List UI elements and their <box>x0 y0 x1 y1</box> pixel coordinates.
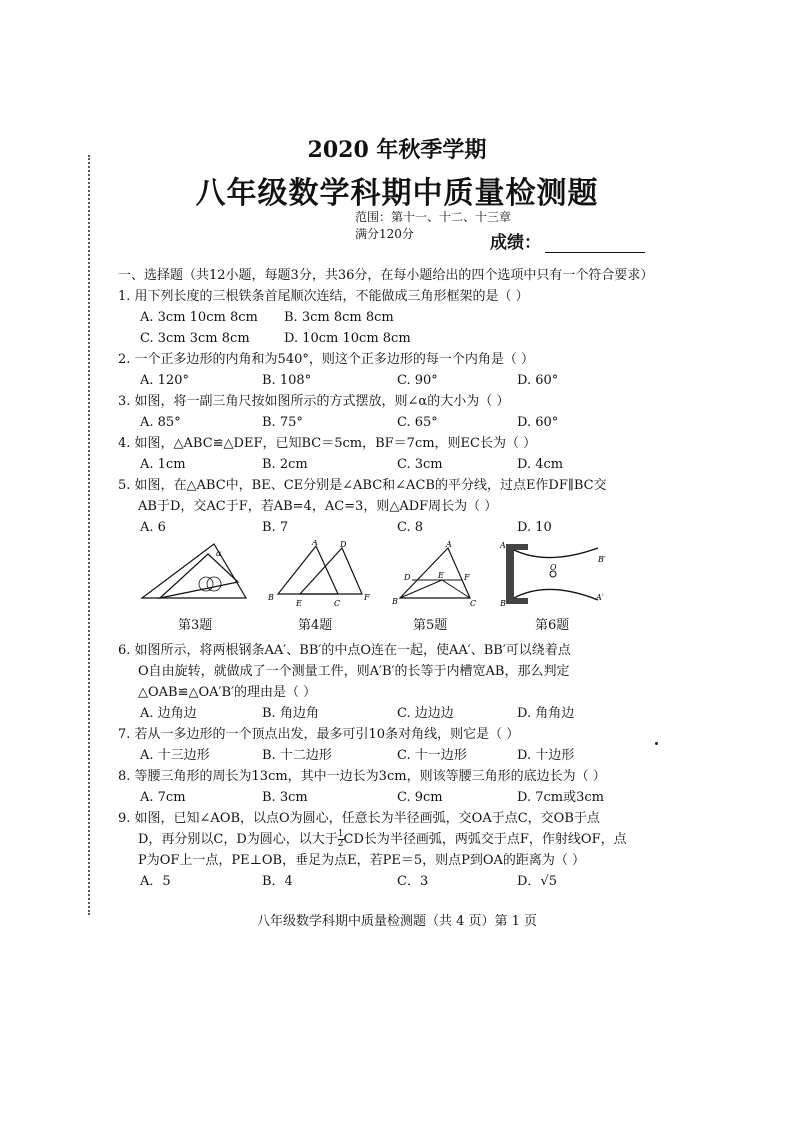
option-b: B. 75° <box>262 415 303 430</box>
option-d: D. 10cm 10cm 8cm <box>284 331 411 346</box>
question-5-stem: 5. 如图，在△ABC中，BE、CE分别是∠ABC和∠ACB的平分线，过点E作DF∥BC交 <box>118 478 607 493</box>
svg-text:D: D <box>404 573 411 582</box>
option-d: D. 60° <box>517 415 559 430</box>
question-9-stem-cont-2: P为OF上一点，PE⊥OB，垂足为点E，若PE＝5，则点P到OA的距离为（ ） <box>138 853 586 868</box>
svg-text:C: C <box>470 599 477 608</box>
svg-text:A: A <box>500 541 506 550</box>
section-heading: 一、选择题（共12小题，每题3分，共36分，在每小题给出的四个选项中只有一个符合要求） <box>118 268 654 283</box>
svg-text:A: A <box>312 540 318 547</box>
question-7-options <box>118 745 648 766</box>
figure-3-triangle-rulers <box>138 540 250 602</box>
option-d: D. 角角边 <box>517 706 575 721</box>
question-9-options <box>118 871 648 892</box>
question-8-options <box>118 787 648 808</box>
svg-text:A′: A′ <box>596 593 604 602</box>
score-field <box>490 228 645 253</box>
option-d: D. 十边形 <box>517 748 575 763</box>
svg-text:E: E <box>296 599 302 608</box>
option-a: A. 十三边形 <box>140 748 210 763</box>
question-3-stem: 3. 如图，将一副三角尺按如图所示的方式摆放，则∠α的大小为（ ） <box>118 394 510 409</box>
score-blank <box>545 236 645 253</box>
page-footer: 八年级数学科期中质量检测题（共 4 页）第 1 页 <box>256 914 538 929</box>
figure-5-caption: 第5题 <box>413 618 448 633</box>
figures-row <box>118 540 648 640</box>
figure-5-angle-bisectors <box>390 540 480 608</box>
question-9-stem-part-a: D，再分别以C，D为圆心，以大于 <box>138 832 338 847</box>
question-4-options <box>118 454 648 475</box>
option-d: D. 60° <box>517 373 559 388</box>
svg-text:C: C <box>334 599 341 608</box>
option-b: B. 3cm <box>262 790 308 805</box>
svg-text:B: B <box>268 593 274 602</box>
option-b: B．4 <box>262 874 293 889</box>
question-9-stem-cont <box>118 829 648 850</box>
question-6-stem-cont-2: △OAB≌△OA′B′的理由是（ ） <box>138 685 317 700</box>
question-5-options <box>118 517 648 538</box>
svg-text:F: F <box>364 593 370 602</box>
question-3-options <box>118 412 648 433</box>
question-6-stem: 6. 如图所示，将两根钢条AA′、BB′的中点O连在一起，使AA′、BB′可以绕着点 <box>118 643 571 658</box>
svg-text:D: D <box>340 540 347 549</box>
score-label: 成绩： <box>490 233 541 253</box>
full-marks: 满分120分 <box>355 227 414 241</box>
option-d: D. 4cm <box>517 457 564 472</box>
figure-4-caption: 第4题 <box>298 618 333 633</box>
term-title: 2020 年秋季学期 <box>307 137 487 163</box>
svg-text:E: E <box>438 571 444 580</box>
question-9-stem: 9. 如图，已知∠AOB，以点O为圆心，任意长为半径画弧，交OA于点C，交OB于点 <box>118 811 600 826</box>
option-c: C. 9cm <box>397 790 443 805</box>
option-b: B. 7 <box>262 520 289 535</box>
svg-text:O: O <box>550 563 557 572</box>
option-c: C. 边边边 <box>397 706 454 721</box>
svg-text:α: α <box>216 549 222 558</box>
svg-text:B′: B′ <box>598 555 606 564</box>
scan-dot <box>655 742 658 745</box>
option-d: D. 7cm或3cm <box>517 790 604 805</box>
question-9-stem-part-b: CD长为半径画弧，两弧交于点F，作射线OF，点 <box>343 832 627 847</box>
option-a: A. 1cm <box>140 457 186 472</box>
question-6-stem-cont: O自由旋转，就做成了一个测量工件，则A′B′的长等于内槽宽AB，那么判定 <box>138 664 570 679</box>
question-6-options <box>118 703 648 724</box>
option-a: A. 3cm 10cm 8cm <box>140 310 258 325</box>
svg-text:B: B <box>500 599 506 608</box>
svg-text:F: F <box>464 573 470 582</box>
option-a: A. 6 <box>140 520 166 535</box>
question-1-stem: 1. 用下列长度的三根铁条首尾顺次连结，不能做成三角形框架的是（ ） <box>118 289 529 304</box>
exam-scope: 范围：第十一、十二、十三章 <box>355 210 512 224</box>
exam-title: 八年级数学科期中质量检测题 <box>195 176 599 211</box>
option-c: C. 90° <box>397 373 438 388</box>
fraction-denominator: 2 <box>337 839 344 849</box>
option-a: A. 边角边 <box>140 706 197 721</box>
question-5-stem-cont: AB于D，交AC于F，若AB=4，AC=3，则△ADF周长为（ ） <box>138 499 498 514</box>
option-c: C．3 <box>397 874 429 889</box>
option-b: B. 2cm <box>262 457 308 472</box>
option-a: A. 120° <box>140 373 189 388</box>
option-a: A. 85° <box>140 415 181 430</box>
fraction-numerator: 1 <box>337 829 344 839</box>
option-a: A．5 <box>140 874 171 889</box>
option-b: B. 角边角 <box>262 706 319 721</box>
option-a: A. 7cm <box>140 790 186 805</box>
option-d: D．√5 <box>517 874 557 889</box>
figure-6-caption: 第6题 <box>535 618 570 633</box>
figure-3-caption: 第3题 <box>178 618 213 633</box>
question-4-stem: 4. 如图，△ABC≌△DEF，已知BC＝5cm，BF＝7cm，则EC长为（ ） <box>118 436 537 451</box>
svg-text:A: A <box>446 540 452 549</box>
question-7-stem: 7. 若从一多边形的一个顶点出发，最多可引10条对角线，则它是（ ） <box>118 727 520 742</box>
option-c: C. 8 <box>397 520 424 535</box>
question-2-stem: 2. 一个正多边形的内角和为540°，则这个正多边形的每一个内角是（ ） <box>118 352 534 367</box>
figure-6-measuring-tool <box>498 540 608 610</box>
svg-text:B: B <box>392 597 398 606</box>
option-c: C. 65° <box>397 415 438 430</box>
binding-margin-line <box>88 155 90 915</box>
question-1-options-2 <box>118 328 648 349</box>
figure-4-congruent-triangles <box>266 540 376 608</box>
option-b: B. 108° <box>262 373 312 388</box>
option-b: B. 十二边形 <box>262 748 332 763</box>
option-c: C. 3cm 3cm 8cm <box>140 331 250 346</box>
option-d: D. 10 <box>517 520 552 535</box>
option-c: C. 十一边形 <box>397 748 467 763</box>
question-8-stem: 8. 等腰三角形的周长为13cm，其中一边长为3cm，则该等腰三角形的底边长为（ ） <box>118 769 606 784</box>
question-1-options <box>118 307 648 328</box>
option-b: B. 3cm 8cm 8cm <box>284 310 394 325</box>
exam-body <box>118 265 654 892</box>
question-2-options <box>118 370 648 391</box>
option-c: C. 3cm <box>397 457 443 472</box>
